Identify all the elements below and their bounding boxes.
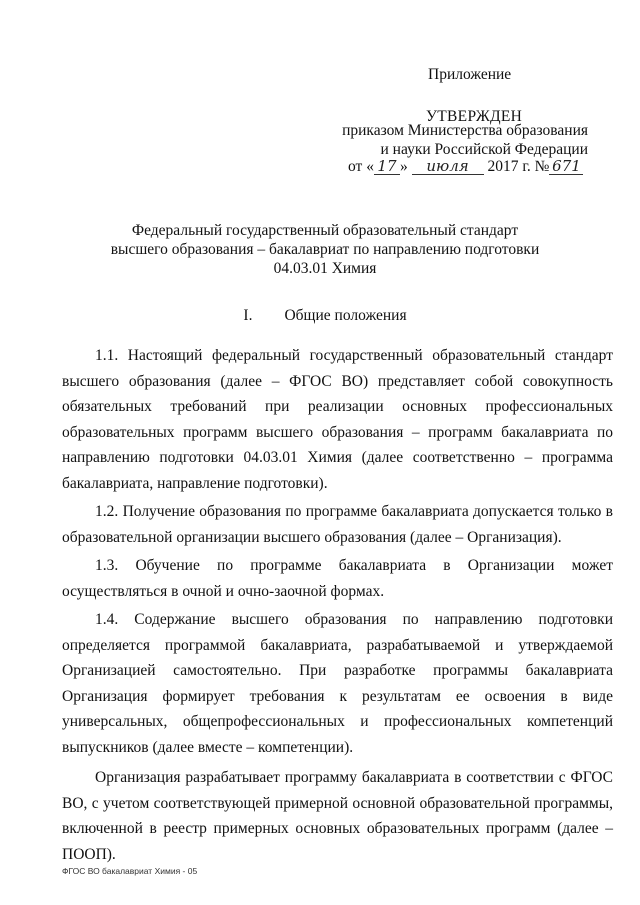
paragraph-1-3: 1.3. Обучение по программе бакалавриата в Организации может осуществляться в очной и очно-заочной формах. bbox=[62, 557, 613, 600]
paragraph-1-1: 1.1. Настоящий федеральный государственный образовательный стандарт высшего образования (далее – ФГОС ВО) представляет собой совокупность обязательных требований при реализации основных профессиональных образовательных программ высшего образования – программ бакалавриата по направлению подготовки 04.03.01 Химия (далее соответственно – программа бакалавриата, направление подготовки). bbox=[62, 347, 613, 492]
paragraph-organization: Организация разрабатывает программу бакалавриата в соответствии с ФГОС ВО, с учетом соответствующей примерной основной образовательной программы, включенной в реестр примерных основных образовательных программ (далее – ПООП). bbox=[62, 769, 613, 863]
approved-label: УТВЕРЖДЕН bbox=[426, 108, 523, 125]
handwritten-day: 17 bbox=[374, 158, 400, 175]
order-date-line bbox=[348, 158, 583, 176]
handwritten-month: июля bbox=[412, 158, 484, 175]
date-prefix: от « bbox=[348, 158, 374, 175]
paragraph-1-4: 1.4. Содержание высшего образования по направлению подготовки определяется программой бакалавриата, разрабатываемой и утверждаемой Организацией самостоятельно. При разработке программы бакалавриата Организация формирует требования к результатам ее освоения в виде универсальных, общепрофессиональных и профессиональных компетенций выпускников (далее вместе – компетенции). bbox=[62, 611, 613, 756]
date-mid: » bbox=[399, 158, 408, 175]
section-title: Общие положения bbox=[284, 307, 407, 324]
handwritten-order-number: 671 bbox=[549, 158, 583, 175]
appendix-label: Приложение bbox=[428, 66, 512, 83]
title-line-3: 04.03.01 Химия bbox=[273, 260, 377, 277]
document-title bbox=[60, 221, 590, 278]
order-line-1: приказом Министерства образования bbox=[342, 122, 588, 139]
title-line-1: Федеральный государственный образовательный стандарт bbox=[131, 222, 519, 239]
paragraph-1-2: 1.2. Получение образования по программе бакалавриата допускается только в образовательной организации высшего образования (далее – Организация). bbox=[62, 503, 613, 546]
page-footer: ФГОС ВО бакалавриат Химия - 05 bbox=[62, 866, 198, 876]
body-text bbox=[62, 343, 613, 870]
date-year: 2017 г. № bbox=[487, 158, 550, 175]
section-heading bbox=[60, 307, 590, 325]
order-line-2: и науки Российской Федерации bbox=[380, 141, 588, 158]
section-number: I. bbox=[243, 307, 253, 324]
title-line-2: высшего образования – бакалавриат по направлению подготовки bbox=[110, 241, 540, 258]
